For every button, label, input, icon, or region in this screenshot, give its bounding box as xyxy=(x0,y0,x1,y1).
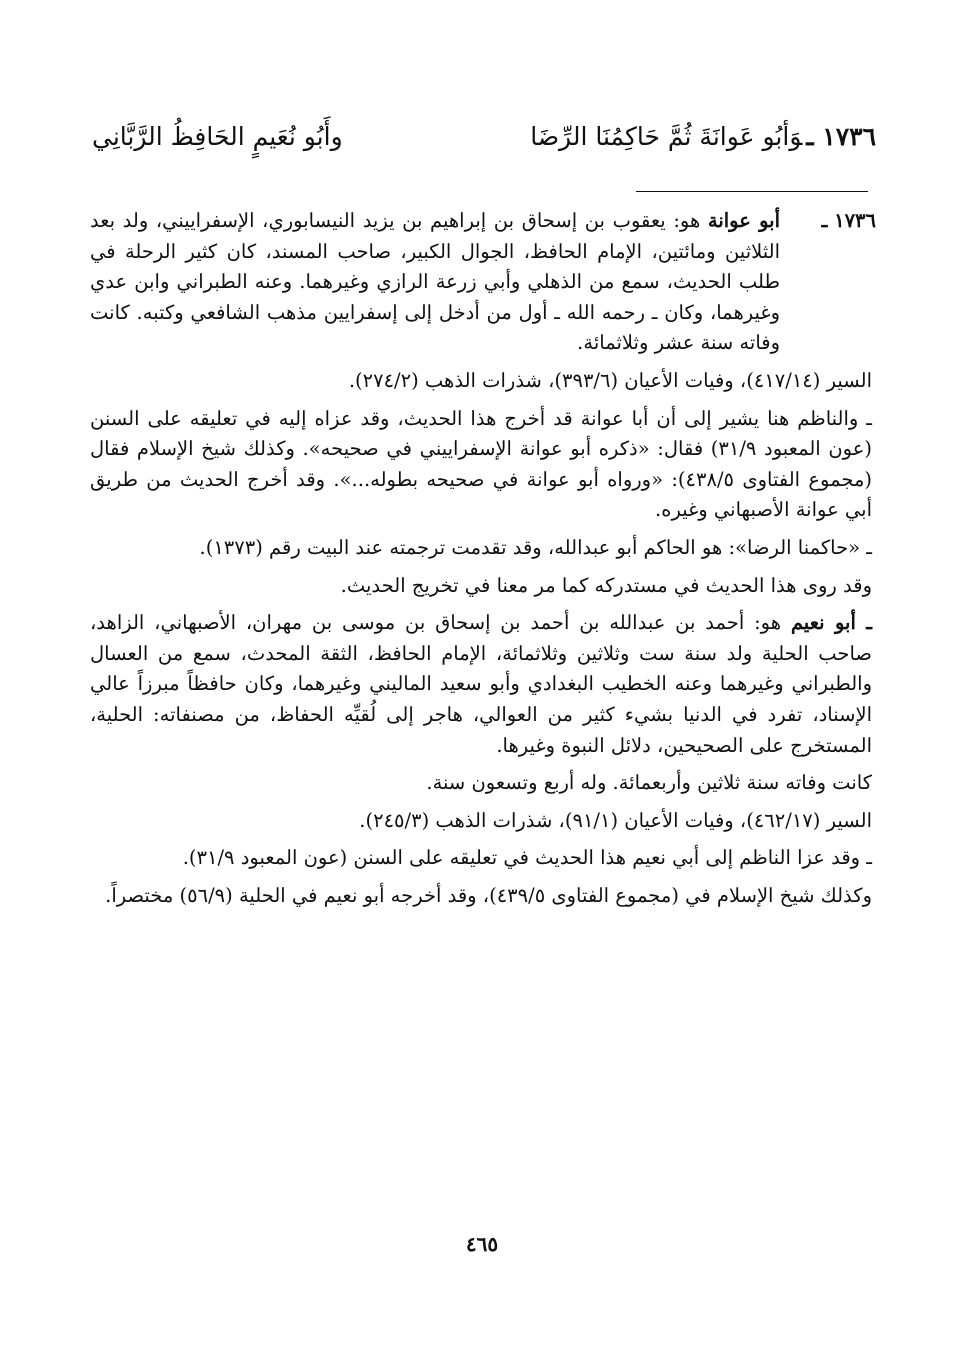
footnote-number: ١٧٣٦ ـ xyxy=(821,209,876,232)
footnote-paragraph-sources-2: السير (٤٦٢/١٧)، وفيات الأعيان (٩١/١)، شذرات الذهب (٢٤٥/٣). xyxy=(359,808,872,832)
footnote-paragraph-sources-1: السير (٤١٧/١٤)، وفيات الأعيان (٣٩٣/٦)، شذرات الذهب (٢٧٤/٢). xyxy=(348,368,872,392)
footnote-paragraph-nazim-nuaym: ـ وقد عزا الناظم إلى أبي نعيم هذا الحديث في تعليقه على السنن (عون المعبود ٣١/٩). xyxy=(182,846,872,870)
verse-hemistich-left: وأَبُو نُعَيمٍ الحَافِظُ الرَّبَّانِي xyxy=(92,121,343,151)
footnotes-body xyxy=(90,206,872,918)
term-abu-awana: أبو عوانة xyxy=(707,209,781,232)
footnote-paragraph-mustadrak: وقد روى هذا الحديث في مستدركه كما مر معنا في تخريج الحديث. xyxy=(340,573,872,597)
footnote-paragraph-death: كانت وفاته سنة ثلاثين وأربعمائة. وله أربع وتسعون سنة. xyxy=(426,771,872,795)
footnote-paragraph-shaykh-islam: وكذلك شيخ الإسلام في (مجموع الفتاوى ٤٣٩/٥)، وقد أخرجه أبو نعيم في الحلية (٥٦/٩) مختصراً. xyxy=(105,883,872,907)
footnote-paragraph-nazim-awana: ـ والناظم هنا يشير إلى أن أبا عوانة قد أخرج هذا الحديث، وقد عزاه إليه في تعليقه على السنن (عون المعبود ٣١/٩) فقال: «ذكره أبو عوانة الإسفراييني في صحيحه». وكذلك شيخ الإسلام فقال (مجموع الفتاوى ٤٣٨/٥): «ورواه أبو عوانة في صحيحه بطوله...». وقد أخرج الحديث من طريق أبي عوانة الأصبهاني وغيره. xyxy=(90,406,872,522)
term-abu-nuaym: ـ أبو نعيم xyxy=(790,611,872,635)
footnote-separator xyxy=(636,191,868,192)
page-number: ٤٦٥ xyxy=(465,1232,499,1256)
verse-hemistich-right: وَأبُو عَوانَةَ ثُمَّ حَاكِمُنَا الرِّضَا xyxy=(530,121,803,151)
footnote-paragraph-hakim: ـ «حاكمنا الرضا»: هو الحاكم أبو عبدالله، وقد تقدمت ترجمته عند البيت رقم (١٣٧٣). xyxy=(199,535,872,559)
verse-first-hemistich xyxy=(530,122,876,151)
footnote-paragraph-abu-nuaym: ـ أبو نعيم هو: أحمد بن عبدالله بن أحمد بن إسحاق بن موسى بن مهران، الأصبهاني، الزاهد، صاحب الحلية ولد سنة ست وثلاثين وثلاثمائة، الإمام الحافظ، الثقة المحدث، سمع من العسال والطبراني وغيرهما وعنه الخطيب البغدادي وأبو سعيد الماليني وغيرهما، وكان حافظاً مبرزاً عالي الإسناد، تفرد في الدنيا بشيء كثير من العوالي، هاجر إلى لُقيِّه الحفاظ، من مصنفاته: الحلية، المستخرج على الصحيحين، دلائل النبوة وغيرها. xyxy=(90,611,872,757)
poem-verse xyxy=(92,112,876,160)
footnote-paragraph-abu-awana: أبو عوانة هو: يعقوب بن إسحاق بن إبراهيم بن يزيد النيسابوري، الإسفراييني، ولد بعد الثلاثين ومائتين، الإمام الحافظ، الجوال الكبير، صاحب المسند، كان كثير الرحلة في طلب الحديث، سمع من الذهلي وأبي زرعة الرازي وغيرهما. وعنه الطبراني وابن عدي وغيرهما، وكان ـ رحمه الله ـ أول من أدخل إلى إسفرايين مذهب الشافعي وكتبه. كانت وفاته سنة عشر وثلاثمائة. xyxy=(90,209,781,355)
verse-number: ١٧٣٦ ـ xyxy=(806,121,876,151)
